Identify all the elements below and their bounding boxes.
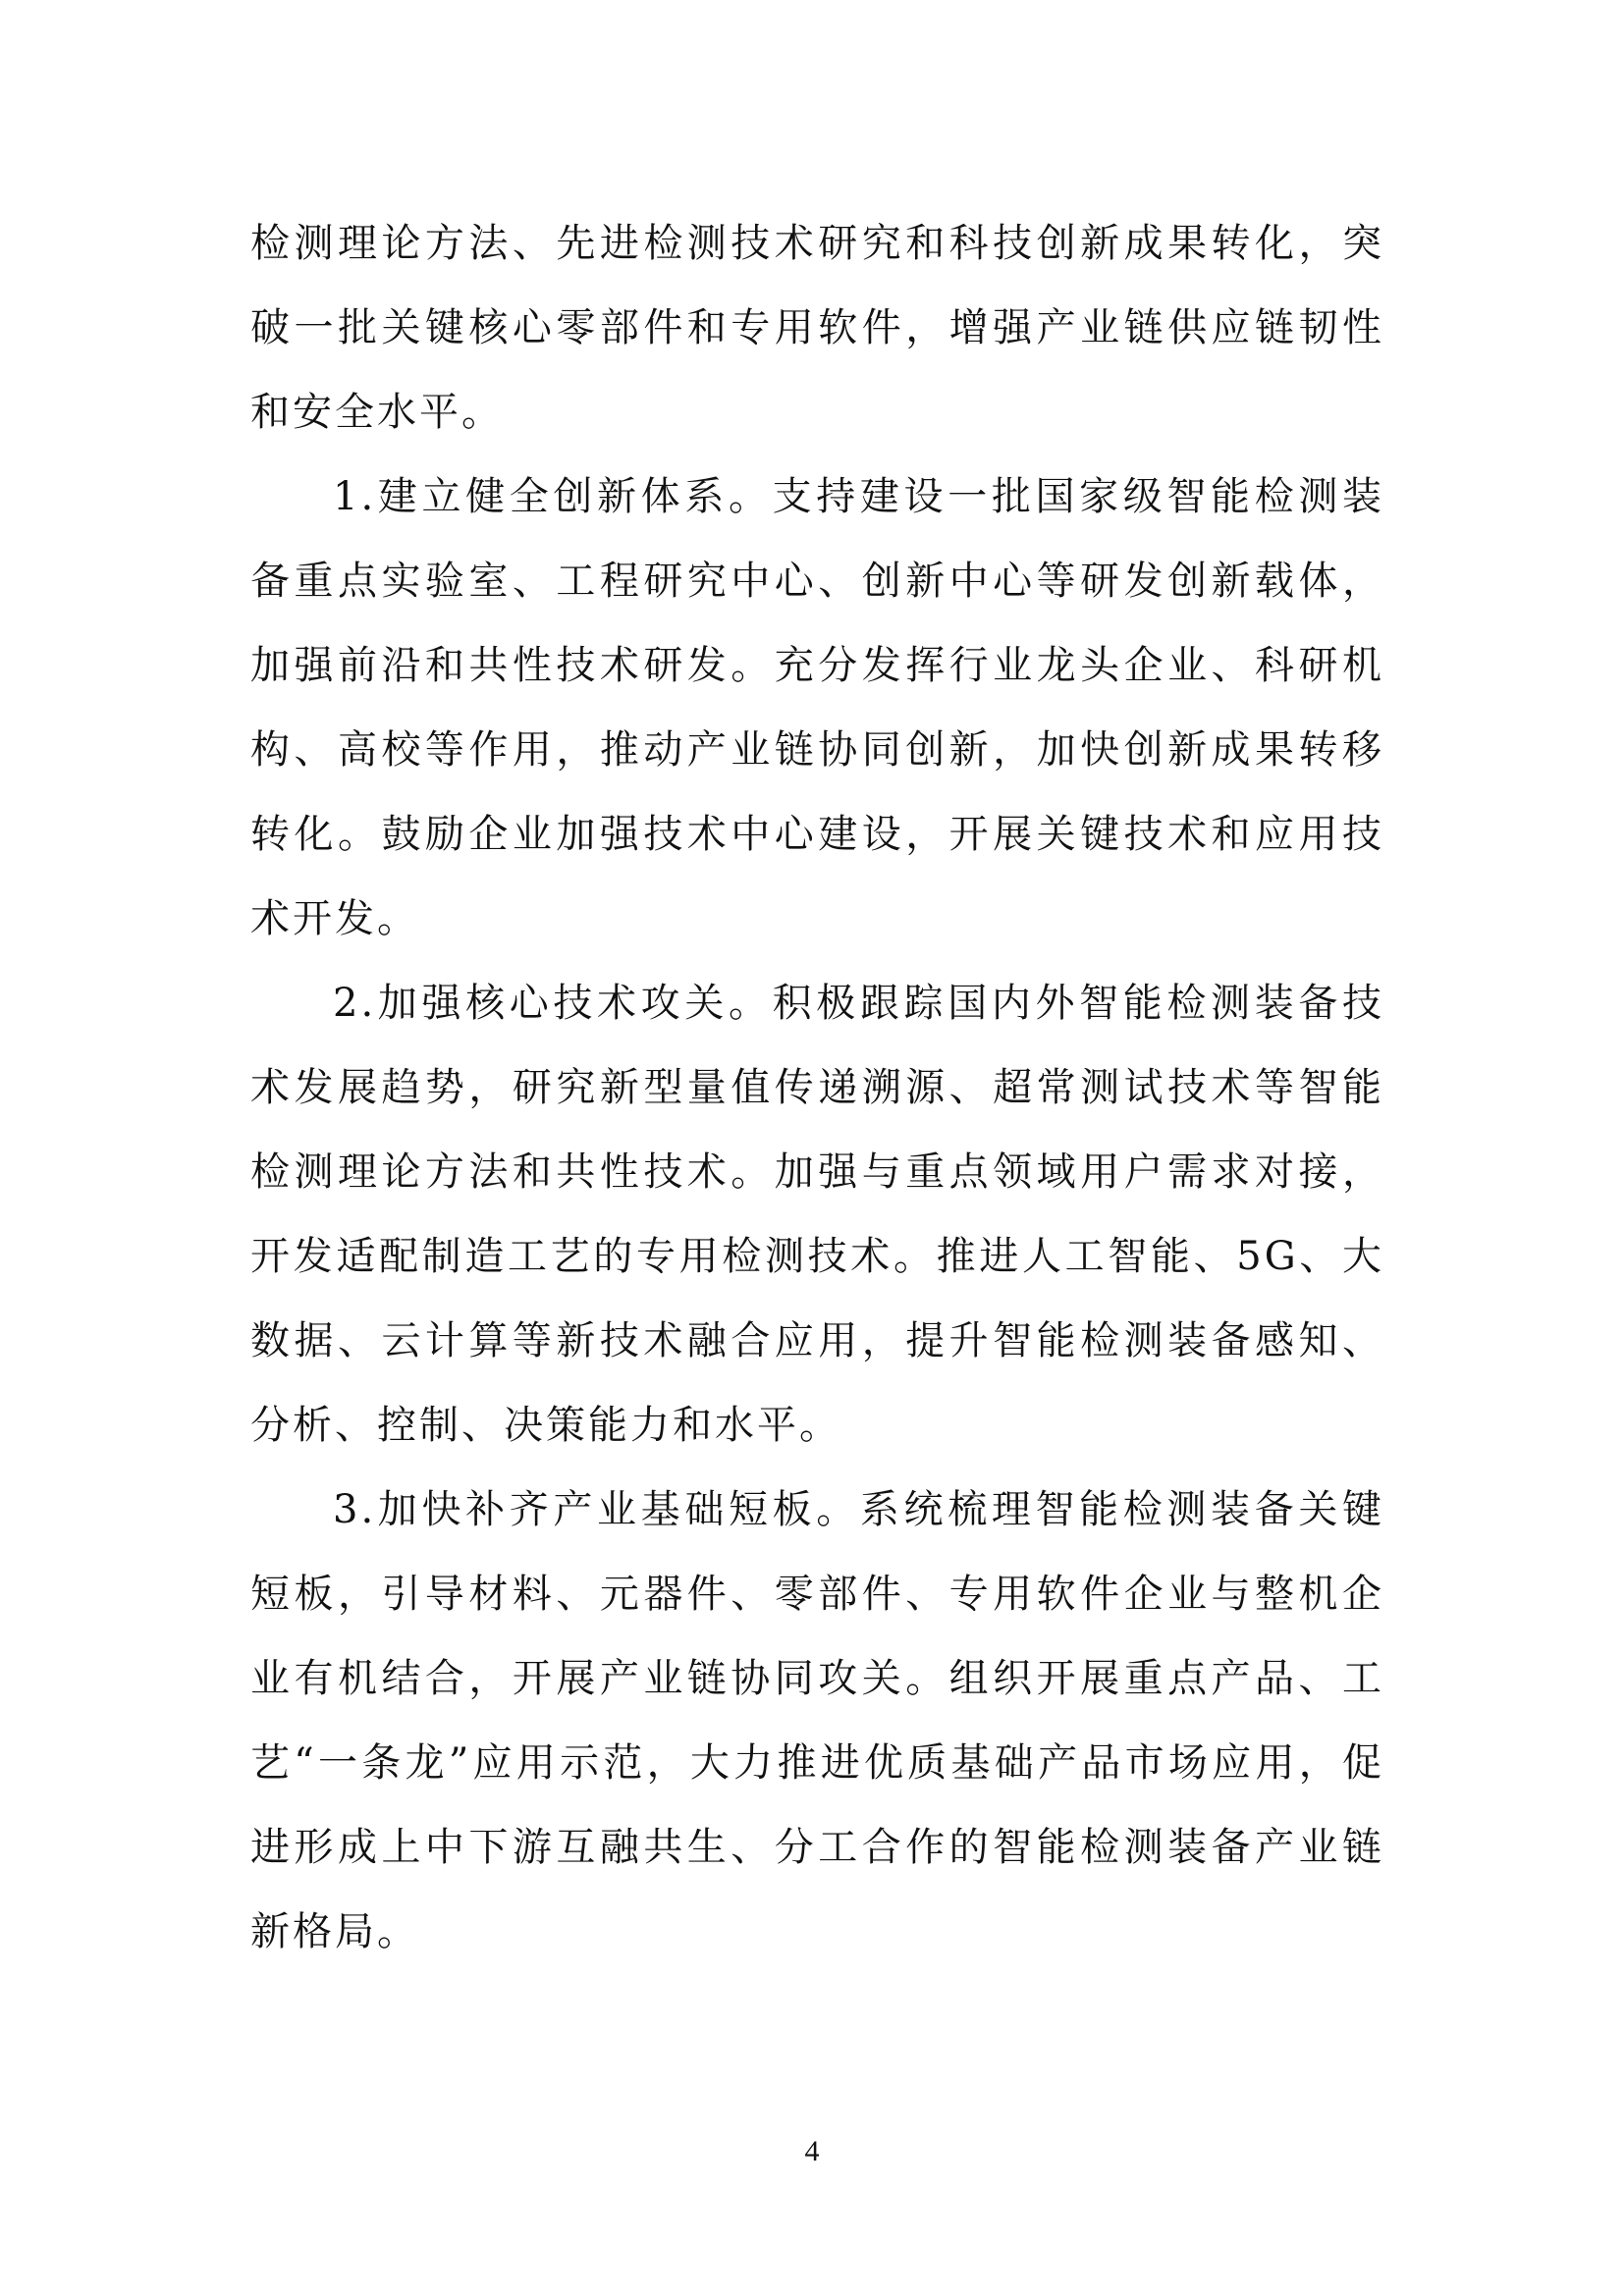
text-line: 和安全水平。 xyxy=(250,390,504,435)
text-line: 检测理论方法、先进检测技术研究和科技创新成果转化，突 xyxy=(250,221,1384,266)
paragraph-intro-continuation xyxy=(250,201,1384,454)
text-line: 艺“一条龙”应用示范，大力推进优质基础产品市场应用，促 xyxy=(250,1740,1384,1786)
paragraph-industrial-foundation xyxy=(250,1468,1384,1974)
text-line: 破一批关键核心零部件和专用软件，增强产业链供应链韧性 xyxy=(250,305,1384,350)
text-line: 新格局。 xyxy=(250,1909,419,1954)
text-line: 构、高校等作用，推动产业链协同创新，加快创新成果转移 xyxy=(250,727,1384,773)
paragraph-core-technology xyxy=(250,961,1384,1468)
text-line: 2.加强核心技术攻关。积极跟踪国内外智能检测装备技 xyxy=(333,981,1384,1026)
text-line: 短板，引导材料、元器件、零部件、专用软件企业与整机企 xyxy=(250,1572,1384,1617)
text-line: 检测理论方法和共性技术。加强与重点领域用户需求对接， xyxy=(250,1149,1384,1195)
page-number: 4 xyxy=(804,2135,820,2167)
text-line: 加强前沿和共性技术研发。充分发挥行业龙头企业、科研机 xyxy=(250,643,1384,688)
text-line: 术开发。 xyxy=(250,896,419,941)
text-line: 进形成上中下游互融共生、分工合作的智能检测装备产业链 xyxy=(250,1825,1384,1870)
text-line: 转化。鼓励企业加强技术中心建设，开展关键技术和应用技 xyxy=(250,812,1384,857)
text-line: 数据、云计算等新技术融合应用，提升智能检测装备感知、 xyxy=(250,1318,1384,1363)
paragraph-innovation-system xyxy=(250,454,1384,961)
text-line: 分析、控制、决策能力和水平。 xyxy=(250,1403,841,1448)
text-line: 业有机结合，开展产业链协同攻关。组织开展重点产品、工 xyxy=(250,1656,1384,1701)
text-line: 3.加快补齐产业基础短板。系统梳理智能检测装备关键 xyxy=(333,1487,1384,1532)
text-line: 备重点实验室、工程研究中心、创新中心等研发创新载体， xyxy=(250,559,1384,604)
text-line: 开发适配制造工艺的专用检测技术。推进人工智能、5G、大 xyxy=(250,1234,1384,1279)
text-line: 1.建立健全创新体系。支持建设一批国家级智能检测装 xyxy=(333,474,1384,519)
text-line: 术发展趋势，研究新型量值传递溯源、超常测试技术等智能 xyxy=(250,1065,1384,1110)
body-text xyxy=(250,201,1384,1974)
